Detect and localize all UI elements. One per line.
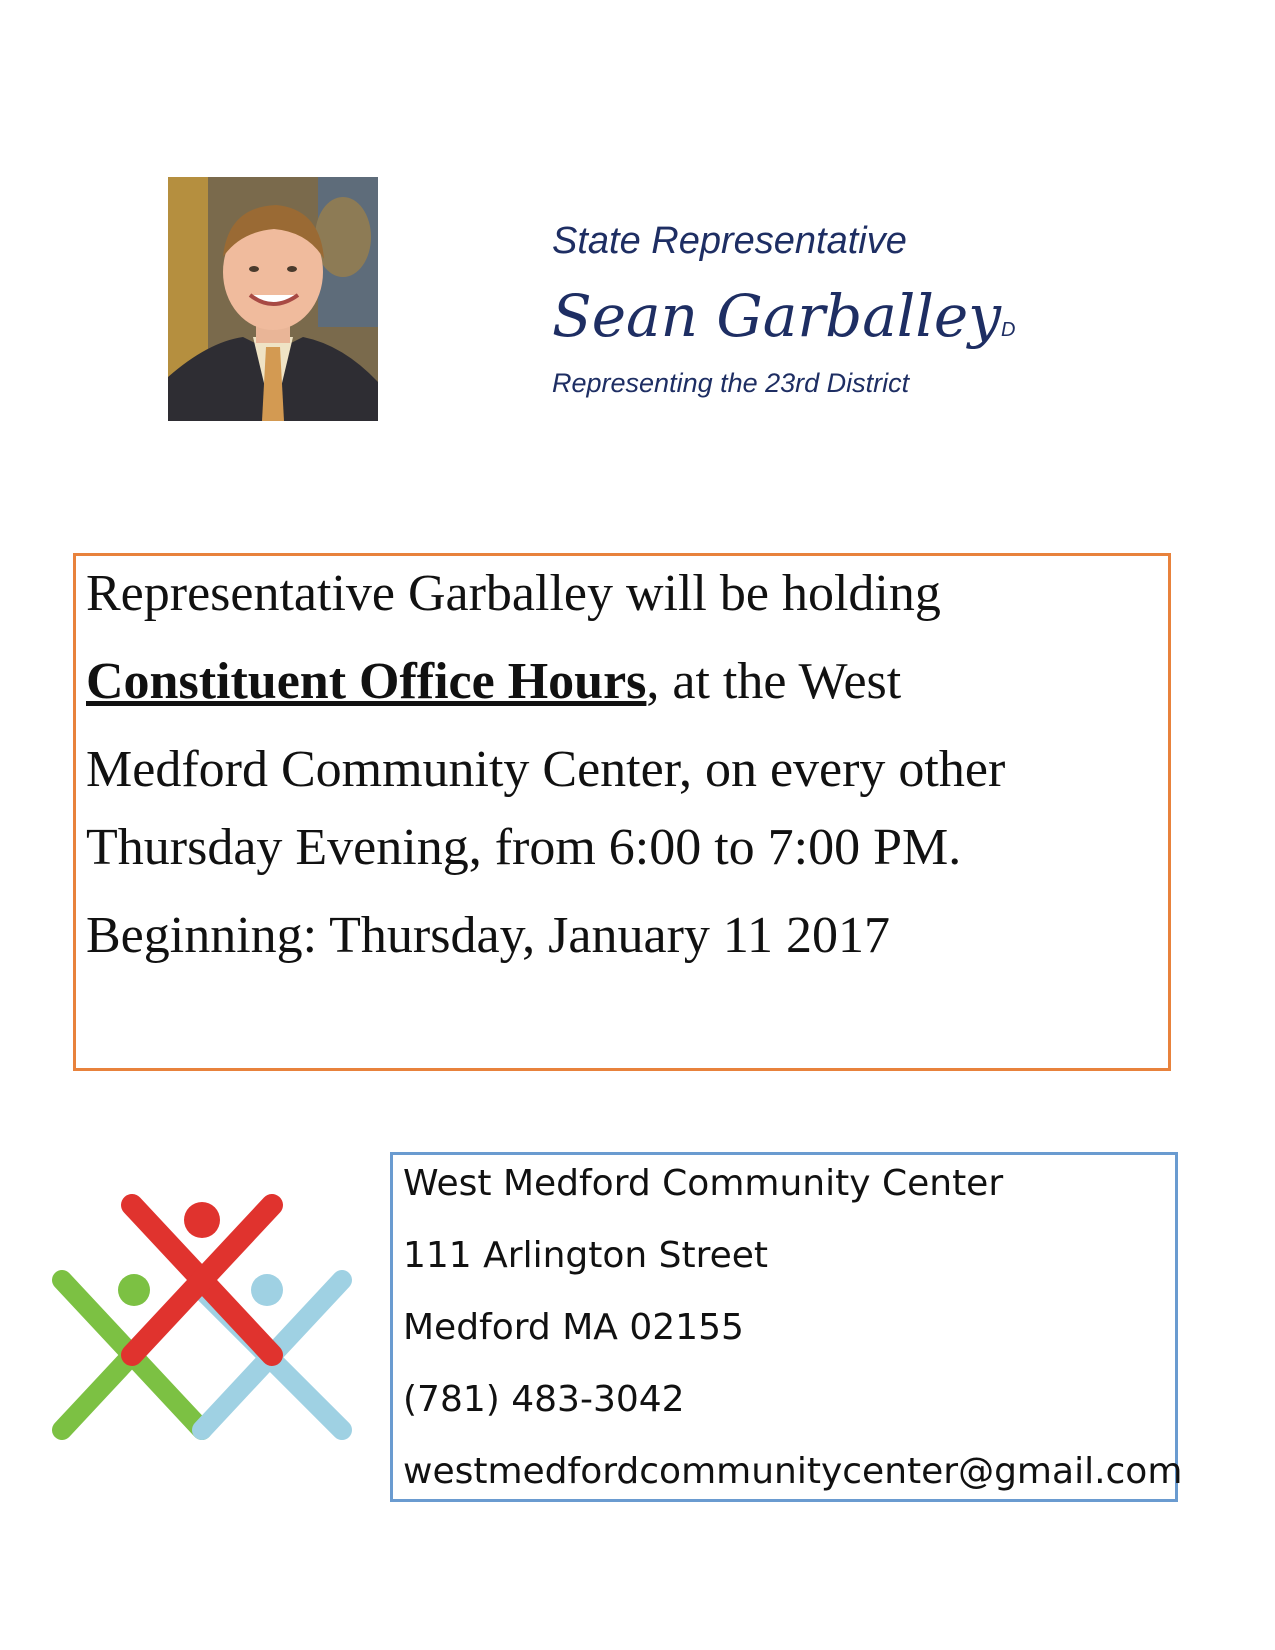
announcement-text: , at the West xyxy=(646,653,902,710)
contact-info-box xyxy=(390,1152,1183,1502)
announcement-line: Medford Community Center, on every other xyxy=(86,741,1006,798)
city-state-zip: Medford MA 02155 xyxy=(403,1307,744,1348)
representative-photo xyxy=(168,177,378,421)
office-hours-announcement xyxy=(73,553,1171,1071)
representative-title: State Representative xyxy=(552,220,907,262)
office-hours-heading: Constituent Office Hours xyxy=(86,653,647,710)
announcement-line: Beginning: Thursday, January 11 2017 xyxy=(86,907,890,964)
representative-name: Sean Garballey xyxy=(552,282,1001,350)
representative-name-line xyxy=(552,282,1015,350)
announcement-line xyxy=(86,652,901,711)
district-label: Representing the 23rd District xyxy=(552,368,910,398)
community-center-logo xyxy=(52,1190,362,1480)
announcement-line: Representative Garballey will be holding xyxy=(86,565,941,622)
phone-number: (781) 483-3042 xyxy=(403,1379,685,1420)
venue-name: West Medford Community Center xyxy=(403,1163,1004,1204)
party-affiliation: D xyxy=(1000,319,1016,341)
announcement-line: Thursday Evening, from 6:00 to 7:00 PM. xyxy=(86,819,962,876)
street-address: 111 Arlington Street xyxy=(403,1235,769,1276)
email-address: westmedfordcommunitycenter@gmail.com xyxy=(403,1451,1183,1492)
